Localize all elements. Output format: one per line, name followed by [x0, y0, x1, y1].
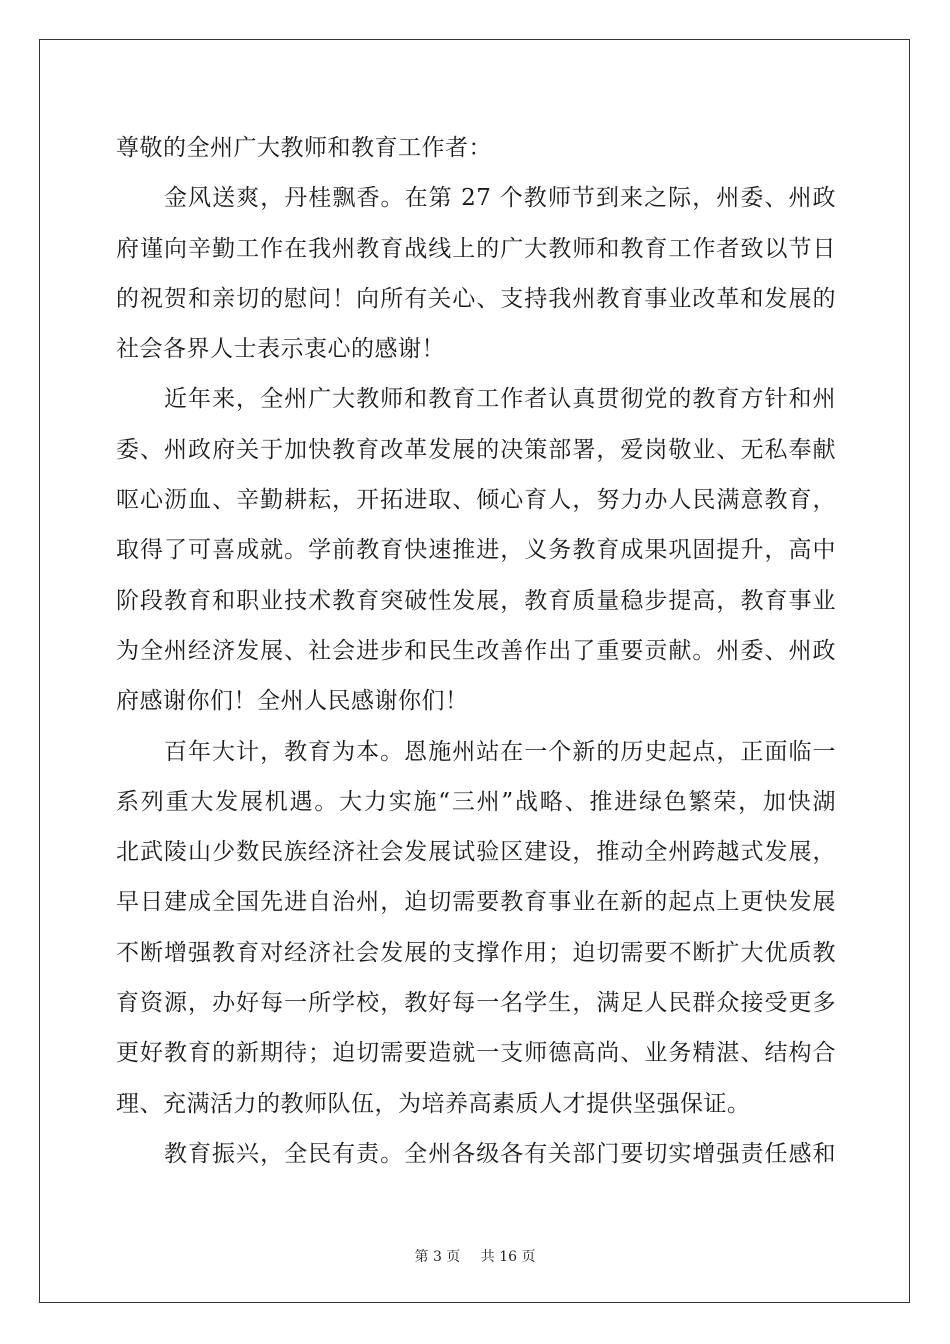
text-line: 育资源，办好每一所学校，教好每一名学生，满足人民群众接受更多 [116, 990, 836, 1017]
text-line: 系列重大发展机遇。大力实施“三州”战略、推进绿色繁荣，加快湖 [116, 788, 836, 815]
text-line: 北武陵山少数民族经济社会发展试验区建设，推动全州跨越式发展， [116, 839, 836, 866]
text-line: 委、州政府关于加快教育改革发展的决策部署，爱岗敬业、无私奉献 [116, 436, 836, 463]
page-total: 共 16 页 [480, 1249, 536, 1265]
text-line: 更好教育的新期待；迫切需要造就一支师德高尚、业务精湛、结构合 [116, 1040, 836, 1067]
text-line: 不断增强教育对经济社会发展的支撑作用；迫切需要不断扩大优质教 [116, 939, 836, 966]
text-line: 早日建成全国先进自治州，迫切需要教育事业在新的起点上更快发展 [116, 889, 836, 916]
text-line: 百年大计，教育为本。恩施州站在一个新的历史起点，正面临一 [164, 738, 836, 765]
text-line: 的祝贺和亲切的慰问！向所有关心、支持我州教育事业改革和发展的 [116, 285, 836, 312]
text-line: 府谨向辛勤工作在我州教育战线上的广大教师和教育工作者致以节日 [116, 235, 836, 262]
text-line: 为全州经济发展、社会进步和民生改善作出了重要贡献。州委、州政 [116, 637, 836, 664]
text-line: 教育振兴，全民有责。全州各级各有关部门要切实增强责任感和 [164, 1140, 836, 1167]
text-line: 取得了可喜成就。学前教育快速推进，义务教育成果巩固提升，高中 [116, 537, 836, 564]
text-line: 金风送爽，丹桂飘香。在第 27 个教师节到来之际，州委、州政 [164, 185, 836, 212]
text-line: 尊敬的全州广大教师和教育工作者： [116, 135, 492, 161]
text-line: 阶段教育和职业技术教育突破性发展，教育质量稳步提高，教育事业 [116, 587, 836, 614]
page-number: 第 3 页 [414, 1249, 461, 1265]
text-line: 社会各界人士表示衷心的感谢！ [116, 336, 445, 363]
text-line: 理、充满活力的教师队伍，为培养高素质人才提供坚强保证。 [116, 1090, 751, 1117]
document-body [116, 123, 836, 1179]
page-footer [0, 1246, 950, 1266]
text-line: 呕心沥血、辛勤耕耘，开拓进取、倾心育人，努力办人民满意教育， [116, 487, 836, 514]
text-line: 近年来，全州广大教师和教育工作者认真贯彻党的教育方针和州 [164, 386, 836, 413]
text-line: 府感谢你们！全州人民感谢你们！ [116, 688, 469, 715]
